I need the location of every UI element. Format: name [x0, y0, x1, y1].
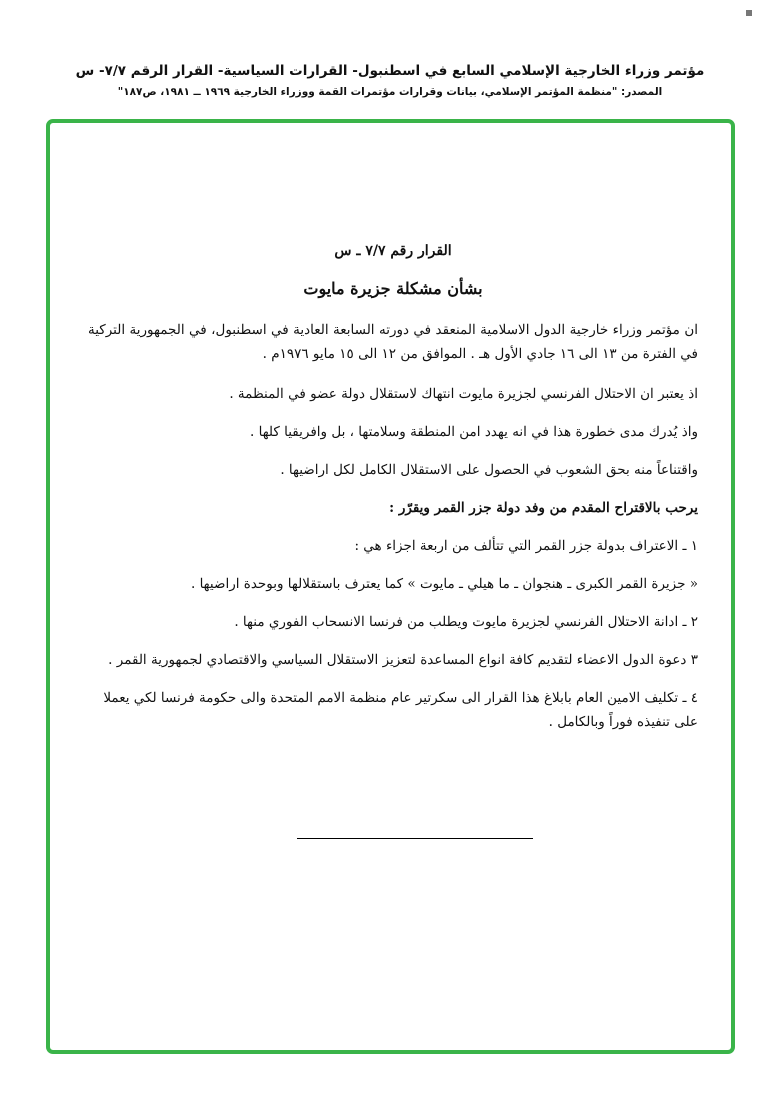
header-source: المصدر: "منظمة المؤتمر الإسلامي، بيانات وقرارات مؤتمرات القمة ووزراء الخارجية ١٩٦٩ ــ ١٩٨١، ص١٨٧" [117, 86, 663, 98]
resolution-body [88, 236, 698, 748]
preamble-paragraph: واقتناعاً منه بحق الشعوب في الحصول على الاستقلال الكامل لكل اراضيها . [280, 462, 698, 478]
header-title: مؤتمر وزراء الخارجية الإسلامي السابع في اسطنبول- القرارات السياسية- القرار الرقم ٧/٧- س [75, 63, 705, 79]
operative-clause: ٤ ـ تكليف الامين العام بابلاغ هذا القرار الى سكرتير عام منظمة الامم المتحدة والى حكومة فرنسا لكي يعملا على تنفيذه فوراً وبالكامل . [103, 690, 698, 730]
operative-clause: « جزيرة القمر الكبرى ـ هنجوان ـ ما هيلي ـ مايوت » كما يعترف باستقلالها وبوحدة اراضيها . [190, 576, 698, 592]
preamble-paragraph: اذ يعتبر ان الاحتلال الفرنسي لجزيرة مايوت انتهاك لاستقلال دولة عضو في المنظمة . [229, 386, 698, 402]
end-separator-line [297, 838, 533, 839]
resolution-number: القرار رقم ٧/٧ ـ س [334, 243, 452, 259]
resolution-subject: بشأن مشكلة جزيرة مايوت [303, 279, 483, 298]
resolution-intro: ان مؤتمر وزراء خارجية الدول الاسلامية المنعقد في دورته السابعة العادية في اسطنبول، في الجمهورية التركية في الفترة من ١٣ الى ١٦ جادي الأول هـ . الموافق من ١٢ الى ١٥ مايو ١٩٧٦م . [88, 322, 698, 362]
preamble-paragraph: واذ يُدرك مدى خطورة هذا في انه يهدد امن المنطقة وسلامتها ، بل وافريقيا كلها . [250, 424, 698, 440]
operative-clause: ١ ـ الاعتراف بدولة جزر القمر التي تتألف من اربعة اجزاء هي : [354, 538, 698, 554]
operative-clause: ٣ دعوة الدول الاعضاء لتقديم كافة انواع المساعدة لتعزيز الاستقلال السياسي والاقتصادي لجمهورية القمر . [108, 652, 698, 668]
operative-clause: ٢ ـ ادانة الاحتلال الفرنسي لجزيرة مايوت ويطلب من فرنسا الانسحاب الفوري منها . [234, 614, 698, 630]
page-header [40, 58, 740, 100]
corner-mark [746, 10, 752, 16]
operative-intro: يرحب بالاقتراح المقدم من وفد دولة جزر القمر ويقرّر : [389, 500, 698, 516]
